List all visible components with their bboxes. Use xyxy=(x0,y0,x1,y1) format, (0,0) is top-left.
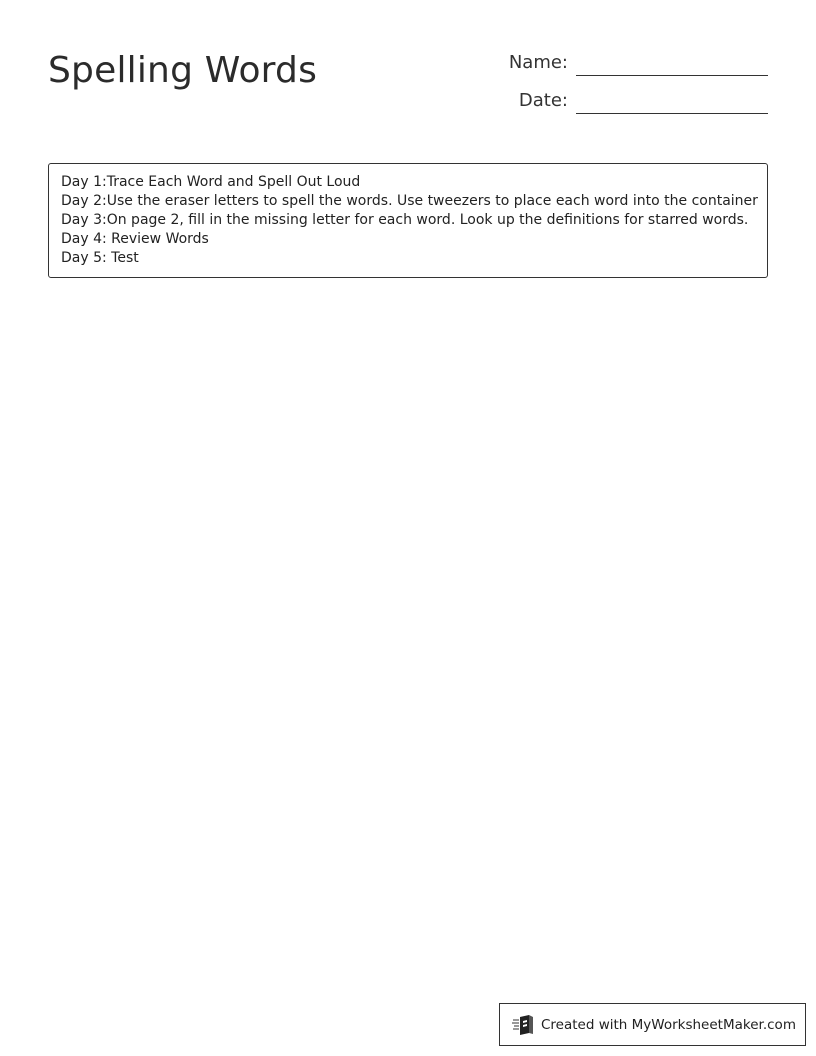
date-label: Date: xyxy=(518,90,568,111)
footer-badge xyxy=(499,1003,806,1046)
footer-text: Created with MyWorksheetMaker.com xyxy=(541,1016,796,1033)
name-line xyxy=(576,50,768,76)
book-logo-icon xyxy=(512,1014,536,1036)
instructions-box xyxy=(48,163,768,278)
date-field xyxy=(519,88,768,114)
instruction-day-2: Day 2:Use the eraser letters to spell the words. Use tweezers to place each word into the container xyxy=(61,193,758,209)
instruction-day-5: Day 5: Test xyxy=(61,250,139,266)
name-field xyxy=(509,50,768,76)
instruction-day-1: Day 1:Trace Each Word and Spell Out Loud xyxy=(61,174,361,190)
name-label: Name: xyxy=(508,52,568,73)
instruction-day-4: Day 4: Review Words xyxy=(61,231,209,247)
instruction-day-3: Day 3:On page 2, fill in the missing letter for each word. Look up the definitions for starred words. xyxy=(61,212,749,228)
date-line xyxy=(576,88,768,114)
page-title: Spelling Words xyxy=(48,50,318,91)
